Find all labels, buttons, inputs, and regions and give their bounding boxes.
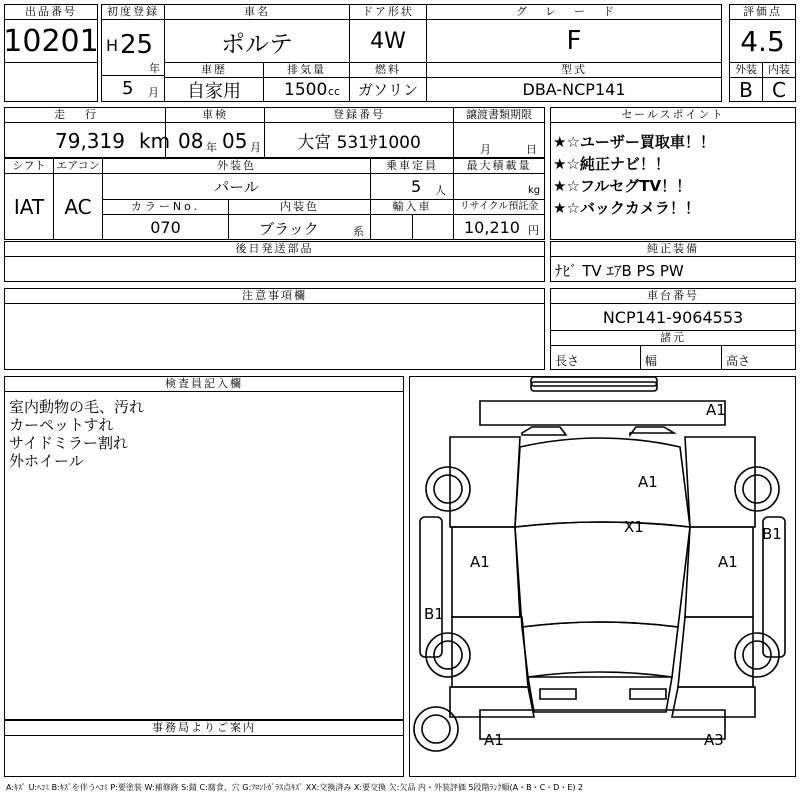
office-notice-box (4, 735, 404, 777)
door-type-label: ドア形状 (349, 4, 427, 20)
first-registration-month: 5 (122, 78, 134, 99)
recycle-unit: 円 (528, 224, 539, 237)
length-label: 長さ (555, 354, 580, 368)
fuel: ガソリン (349, 77, 427, 102)
displacement-unit: cc (328, 85, 341, 98)
history-label: 車歴 (164, 62, 264, 78)
recycle-label: リサイクル預託金 (453, 199, 545, 215)
era: H (106, 36, 119, 55)
inspector-box (4, 391, 404, 720)
shift-label: シフト (4, 158, 54, 174)
office-notice-label: 事務局よりご案内 (4, 720, 404, 736)
model-code: DBA-NCP141 (426, 77, 722, 102)
interior-color: ブラック (259, 220, 319, 238)
inspection-box (165, 122, 265, 158)
plate: 大宮 531ｻ1000 (264, 122, 454, 158)
car-diagram-frame (409, 376, 796, 777)
notes-box (4, 303, 545, 370)
exterior-color-label: 外装色 (102, 158, 371, 174)
headlight-left (522, 427, 566, 435)
tire-rear-left (426, 633, 470, 677)
mark-rear-bumper-right: A3 (704, 731, 724, 749)
sales-points-box (550, 122, 796, 240)
inspector-line-2: カーペットすれ (9, 416, 114, 434)
grade-label: グレード (426, 4, 722, 20)
equipment: ﾅﾋﾞ TV ｴｱB PS PW (555, 262, 684, 280)
exterior-grade-label: 外装 (729, 62, 763, 78)
sales-point-2: ★☆純正ナビ！！ (553, 155, 670, 173)
import-box-a (370, 214, 413, 240)
inspection-year-unit: 年 (206, 141, 217, 154)
max-load-label: 最大積載量 (453, 158, 545, 174)
mark-roof: X1 (624, 518, 644, 536)
year-unit: 年 (149, 62, 160, 75)
inspection-label: 車検 (165, 107, 265, 123)
sales-points-label: セールスポイント (550, 107, 796, 123)
interior-color-unit: 系 (353, 225, 364, 238)
max-load-box (453, 173, 545, 200)
sales-point-3: ★☆フルセグTV！！ (553, 177, 692, 195)
score-label: 評価点 (729, 4, 796, 20)
car-diagram (410, 377, 795, 776)
inspector-line-4: 外ホイール (9, 452, 84, 470)
taillight-right (630, 689, 666, 699)
mark-left-rocker: B1 (424, 605, 444, 623)
inspection-month-unit: 月 (250, 141, 261, 154)
rear-door-left (452, 617, 528, 687)
front-door-left (452, 527, 520, 617)
capacity-unit: 人 (435, 184, 446, 197)
mark-rear-bumper-left: A1 (484, 731, 504, 749)
capacity-box (370, 173, 454, 200)
grade: F (426, 19, 722, 63)
later-parts-box (4, 256, 545, 282)
chassis-label: 車台番号 (550, 288, 796, 304)
score: 4.5 (729, 19, 796, 63)
interior-grade: C (762, 77, 796, 102)
equipment-label: 純正装備 (550, 241, 796, 257)
trunk (528, 677, 672, 712)
inspector-line-3: サイドミラー割れ (9, 434, 128, 452)
mark-front-bumper: A1 (706, 401, 726, 419)
transfer-deadline-box (453, 122, 545, 158)
roof-front (515, 522, 690, 627)
front-door-right (685, 527, 753, 617)
height-label: 高さ (726, 354, 751, 368)
interior-color-label: 内装色 (228, 199, 371, 215)
car-name-label: 車名 (164, 4, 350, 20)
capacity: 5 (411, 177, 422, 196)
transfer-deadline-label: 譲渡書類期限 (453, 107, 545, 123)
first-registration-year: 25 (120, 30, 154, 60)
import-label: 輸入車 (370, 199, 454, 215)
interior-grade-label: 内装 (762, 62, 796, 78)
displacement-label: 排気量 (263, 62, 350, 78)
exterior-color: パール (102, 173, 371, 200)
inspector-label: 検査員記入欄 (4, 376, 404, 392)
mark-right-rocker: B1 (762, 525, 782, 543)
rear-fender-left (450, 687, 534, 717)
car-name: ポルテ (164, 19, 350, 63)
exterior-grade: B (729, 77, 763, 102)
month-unit: 月 (148, 86, 159, 99)
height-box (721, 345, 796, 370)
color-no-label: カラーNo. (102, 199, 229, 215)
mark-front-door-right: A1 (718, 553, 738, 571)
mileage: 79,319 (55, 129, 125, 153)
lot-number-label: 出品番号 (4, 4, 98, 20)
import-box-b (412, 214, 454, 240)
mark-front-door-left: A1 (470, 553, 490, 571)
mileage-box (4, 122, 171, 158)
headlight-right (630, 427, 674, 435)
recycle-deposit: 10,210 (464, 218, 520, 237)
lot-blank (4, 62, 98, 102)
lot-number: 10201 (4, 19, 98, 63)
later-parts-label: 後日発送部品 (4, 241, 545, 257)
hood (515, 438, 690, 527)
sales-point-4: ★☆バックカメラ！！ (553, 199, 700, 217)
tire-front-left (426, 467, 470, 511)
fuel-label: 燃料 (349, 62, 427, 78)
first-registration-year-box (101, 19, 165, 76)
taillight-left (540, 689, 576, 699)
dimensions-label: 諸元 (550, 330, 796, 346)
inspector-line-1: 室内動物の毛、汚れ (9, 398, 145, 416)
color-no: 070 (102, 214, 229, 240)
door-type: 4W (349, 19, 427, 63)
plate-label: 登録番号 (264, 107, 454, 123)
transfer-day-unit: 日 (526, 143, 537, 156)
chassis-number: NCP141-9064553 (550, 303, 796, 331)
rocker-left (420, 517, 442, 657)
inspection-year: 08 (178, 129, 204, 153)
ac-label: エアコン (53, 158, 103, 174)
legend: A:ｷｽﾞ U:ﾍｺﾐ B:ｷｽﾞを伴うﾍｺﾐ P:要塗装 W:補修跡 S:錆 C:腐食、穴 G:ﾌﾛﾝﾄｶﾞﾗｽ点ｷｽﾞ XX:交換済み X:要交換 欠:欠品 内・外装評価 5段階ﾗﾝｸ順(A・B・C・D・E) 2 (6, 783, 584, 792)
shift: IAT (4, 173, 54, 240)
first-registration-month-box (101, 75, 165, 102)
displacement: 1500 (284, 80, 328, 100)
tire-rear-right (735, 633, 779, 677)
tire-front-right (735, 467, 779, 511)
rear-fender-right (672, 687, 755, 717)
width-box (640, 345, 722, 370)
capacity-label: 乗車定員 (370, 158, 454, 174)
displacement-box (263, 77, 350, 102)
mileage-unit: km (139, 129, 171, 153)
transfer-month-unit: 月 (480, 143, 491, 156)
length-box (550, 345, 641, 370)
model-code-label: 型式 (426, 62, 722, 78)
sales-point-1: ★☆ユーザー買取車！！ (553, 133, 715, 151)
front-bumper (480, 401, 725, 425)
spare-tire (414, 707, 458, 751)
mileage-label: 走行 (4, 107, 166, 123)
rear-bumper (480, 710, 725, 739)
first-registration-label: 初度登録 (101, 4, 165, 20)
equipment-box (550, 256, 796, 282)
notes-label: 注意事項欄 (4, 288, 545, 304)
recycle-box (453, 214, 545, 240)
roof-rear (522, 622, 678, 677)
max-load-unit: kg (528, 185, 541, 196)
interior-color-box (228, 214, 371, 240)
ac: AC (53, 173, 103, 240)
rear-door-right (678, 617, 753, 687)
history: 自家用 (164, 77, 264, 102)
mark-hood: A1 (638, 473, 658, 491)
width-label: 幅 (645, 354, 658, 368)
inspection-month: 05 (222, 129, 248, 153)
